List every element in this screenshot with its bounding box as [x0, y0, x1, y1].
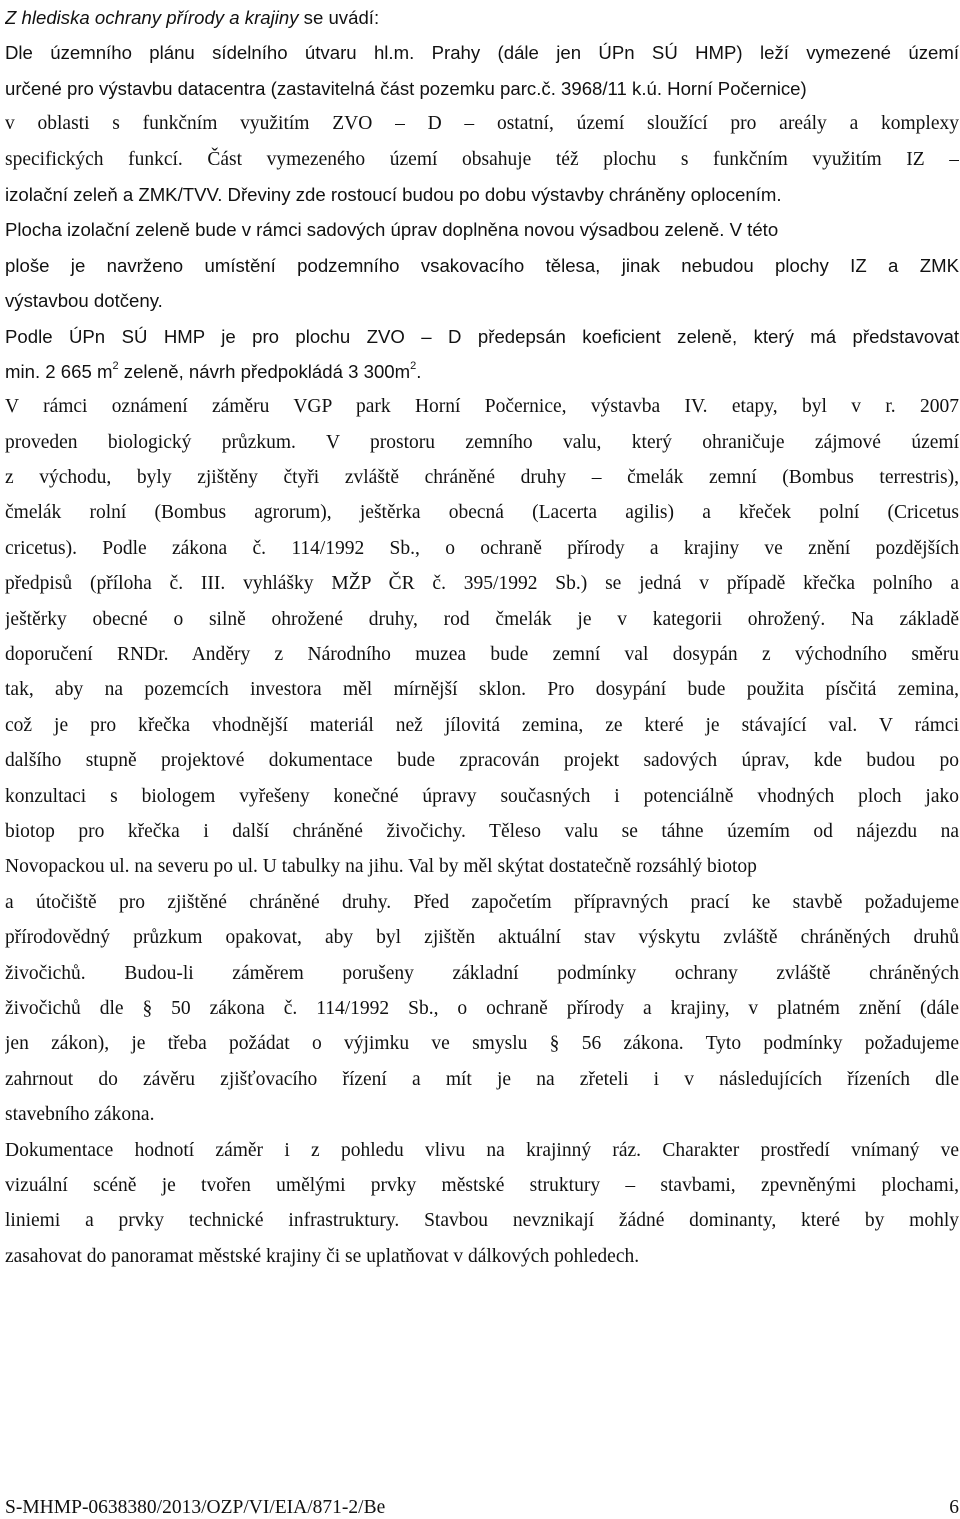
- text-segment: živočichů dle § 50 zákona č. 114/1992 Sb., o ochraně přírody a krajiny, v platném znění (dále: [5, 997, 959, 1019]
- text-line: [5, 779, 959, 814]
- text-line: [5, 708, 959, 743]
- text-line: [5, 920, 959, 955]
- page-number: 6: [949, 1497, 959, 1518]
- text-line: [5, 1133, 959, 1168]
- document-body: [5, 0, 959, 1274]
- text-segment: .: [416, 360, 422, 382]
- text-line: [5, 1203, 959, 1238]
- text-line: [5, 106, 959, 141]
- text-line: [5, 177, 959, 212]
- text-line: [5, 71, 959, 106]
- text-line: [5, 389, 959, 424]
- text-segment: doporučení RNDr. Anděry z Národního muzea bude zemní val dosypán z východního směru: [5, 644, 959, 666]
- text-segment: Plocha izolační zeleně bude v rámci sadových úprav doplněna novou výsadbou zeleně. V této: [5, 219, 779, 241]
- text-segment: přírodovědný průzkum opakovat, aby byl zjištěn aktuální stav výskytu zvláště chráněných druhů: [5, 927, 959, 949]
- text-line: [5, 814, 959, 849]
- text-line: [5, 425, 959, 460]
- text-segment: Novopackou ul. na severu po ul. U tabulky na jihu. Val by měl skýtat dostatečně rozsáhlý biotop: [5, 856, 757, 878]
- text-line: [5, 1168, 959, 1203]
- text-segment: konzultaci s biologem vyřešeny konečné úpravy současných i potenciálně vhodných ploch jako: [5, 785, 959, 807]
- text-line: [5, 885, 959, 920]
- text-line: [5, 1026, 959, 1061]
- text-line: [5, 637, 959, 672]
- text-line: [5, 0, 959, 35]
- text-line: [5, 142, 959, 177]
- document-reference: S-MHMP-0638380/2013/OZP/VI/EIA/871-2/Be: [5, 1497, 386, 1518]
- text-segment: liniemi a prvky technické infrastruktury. Stavbou nevznikají žádné dominanty, které by mohly: [5, 1210, 959, 1232]
- text-segment: ploše je navrženo umístění podzemního vsakovacího tělesa, jinak nebudou plochy IZ a ZMK: [5, 254, 959, 276]
- superscript: 2: [112, 359, 119, 372]
- text-line: [5, 354, 959, 389]
- text-segment: tak, aby na pozemcích investora měl mírnější sklon. Pro dosypání bude použita písčitá zemina,: [5, 679, 959, 701]
- page-footer: [5, 1497, 959, 1519]
- text-line: [5, 1097, 959, 1132]
- text-line: [5, 1062, 959, 1097]
- text-segment: biotop pro křečka i další chráněné živočichy. Těleso valu se táhne územím od nájezdu na: [5, 820, 959, 842]
- text-line: [5, 566, 959, 601]
- text-line: [5, 991, 959, 1026]
- text-segment: dalšího stupně projektové dokumentace bude zpracován projekt sadových úprav, kde budou po: [5, 750, 959, 772]
- text-line: [5, 602, 959, 637]
- text-segment: V rámci oznámení záměru VGP park Horní Počernice, výstavba IV. etapy, byl v r. 2007: [5, 396, 959, 418]
- text-segment: výstavbou dotčeny.: [5, 290, 163, 312]
- text-line: [5, 212, 959, 247]
- text-segment: proveden biologický průzkum. V prostoru zemního valu, který ohraničuje zájmové území: [5, 431, 959, 453]
- text-line: [5, 672, 959, 707]
- text-segment: Z hlediska ochrany přírody a krajiny: [5, 7, 299, 28]
- text-line: [5, 743, 959, 778]
- text-line: [5, 248, 959, 283]
- text-segment: zasahovat do panoramat městské krajiny či se uplatňovat v dálkových pohledech.: [5, 1245, 640, 1267]
- text-segment: z východu, byly zjištěny čtyři zvláště chráněné druhy – čmelák zemní (Bombus terrestris),: [5, 467, 959, 489]
- text-segment: a útočiště pro zjištěné chráněné druhy. Před započetím přípravných prací ke stavbě požadujeme: [5, 891, 959, 913]
- text-segment: specifických funkcí. Část vymezeného území obsahuje též plochu s funkčním využitím IZ –: [5, 148, 959, 170]
- text-segment: se uvádí:: [298, 7, 380, 28]
- text-line: [5, 495, 959, 530]
- text-line: [5, 956, 959, 991]
- text-segment: zahrnout do závěru zjišťovacího řízení a mít je na zřeteli i v následujících řízeních dle: [5, 1068, 959, 1090]
- text-segment: stavebního zákona.: [5, 1104, 155, 1126]
- text-segment: živočichů. Budou-li záměrem porušeny základní podmínky ochrany zvláště chráněných: [5, 962, 959, 984]
- superscript: 2: [410, 359, 417, 372]
- text-segment: min. 2 665 m: [5, 360, 113, 382]
- text-line: [5, 531, 959, 566]
- text-segment: cricetus). Podle zákona č. 114/1992 Sb., o ochraně přírody a krajiny ve znění pozdějších: [5, 537, 959, 559]
- text-segment: izolační zeleň a ZMK/TVV. Dřeviny zde rostoucí budou po dobu výstavby chráněny oplocením.: [5, 183, 782, 205]
- text-segment: v oblasti s funkčním využitím ZVO – D – ostatní, území sloužící pro areály a komplexy: [5, 113, 959, 135]
- text-line: [5, 319, 959, 354]
- text-segment: Dokumentace hodnotí záměr i z pohledu vlivu na krajinný ráz. Charakter prostředí vnímaný ve: [5, 1139, 959, 1161]
- text-line: [5, 35, 959, 70]
- text-line: [5, 283, 959, 318]
- text-segment: Dle územního plánu sídelního útvaru hl.m. Prahy (dále jen ÚPn SÚ HMP) leží vymezené území: [5, 42, 959, 64]
- text-segment: Podle ÚPn SÚ HMP je pro plochu ZVO – D předepsán koeficient zeleně, který má představovat: [5, 325, 959, 347]
- text-line: [5, 849, 959, 884]
- text-line: [5, 1239, 959, 1274]
- text-segment: vizuální scéně je tvořen umělými prvky městské struktury – stavbami, zpevněnými plochami,: [5, 1174, 959, 1196]
- text-segment: zeleně, návrh předpokládá 3 300m: [118, 360, 411, 382]
- text-segment: určené pro výstavbu datacentra (zastavitelná část pozemku parc.č. 3968/11 k.ú. Horní Počernice): [5, 77, 807, 99]
- text-segment: což je pro křečka vhodnější materiál než jílovitá zemina, ze které je stávající val. V rámci: [5, 714, 959, 736]
- text-line: [5, 460, 959, 495]
- text-segment: předpisů (příloha č. III. vyhlášky MŽP ČR č. 395/1992 Sb.) se jedná v případě křečka polního a: [5, 573, 959, 595]
- text-segment: ještěrky obecné o silně ohrožené druhy, rod čmelák je v kategorii ohrožený. Na základě: [5, 608, 959, 630]
- text-segment: jen zákon), je třeba požádat o výjimku ve smyslu § 56 zákona. Tyto podmínky požadujeme: [5, 1033, 959, 1055]
- text-segment: čmelák rolní (Bombus agrorum), ještěrka obecná (Lacerta agilis) a křeček polní (Cricetus: [5, 502, 959, 524]
